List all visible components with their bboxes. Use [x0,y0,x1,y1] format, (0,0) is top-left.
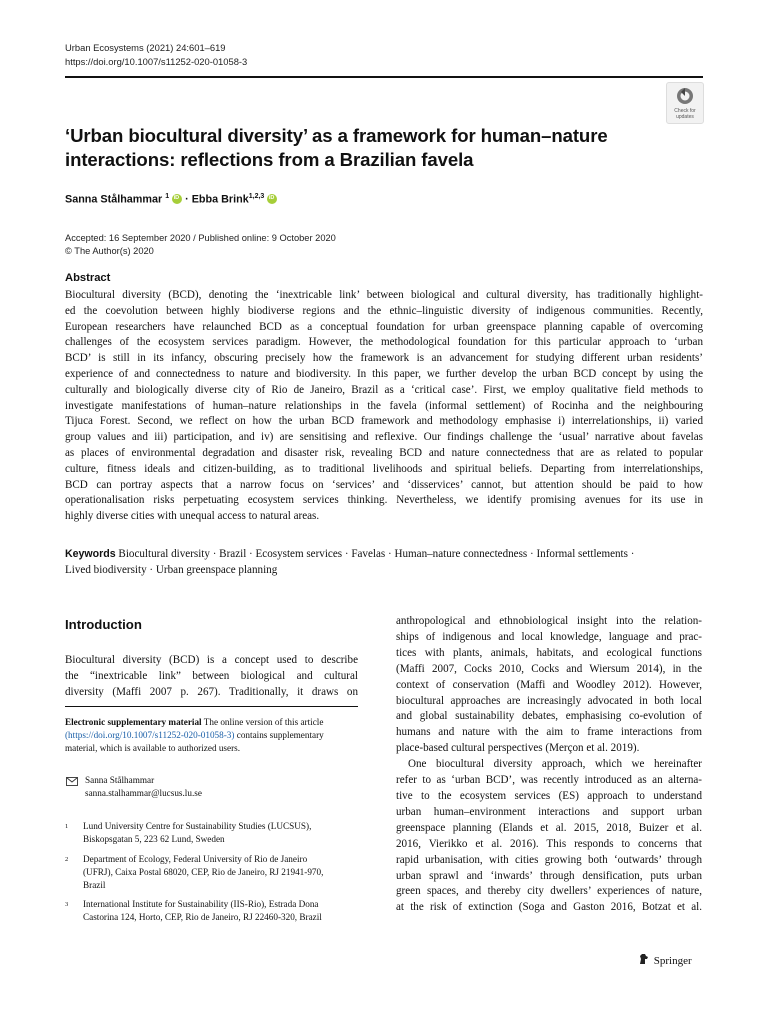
springer-horse-icon [637,952,651,966]
affiliation-line: International Institute for Sustainability (IIS-Rio), Estrada Dona [83,899,319,909]
text-line: the “inextricable link” between biological and cultural [65,669,358,682]
check-for-updates-badge[interactable] [666,82,704,124]
intro-right-text [396,614,702,916]
text-line: urban human–environment interactions and support urban [396,805,702,818]
text-line: anthropological and ethnobiological insight into the relation- [396,615,702,627]
title-line-2: interactions: reflections from a Brazilian favela [65,149,474,170]
affiliation-line: Biskopsgatan 5, 223 62 Lund, Sweden [83,834,225,844]
text-line: rapid urbanisation, with cities growing both ‘outwards’ through [396,853,702,866]
text-line: greenspace planning (Elands et al. 2015, 2018, Buizer et al. [396,821,702,834]
affiliation-number: 1 [65,823,69,830]
keywords-line-2: Lived biodiversity · Urban greenspace planning [65,564,278,576]
affiliation-line: Department of Ecology, Federal University of Rio de Janeiro [83,854,308,864]
abstract-body [65,288,703,525]
envelope-icon [66,777,78,786]
esm-text-1: The online version of this article [201,717,324,727]
text-line: highly diverse cities with unequal access to natural areas. [65,510,320,523]
intro-left-text [65,653,358,701]
contact-name: Sanna Stålhammar [85,775,155,785]
text-line: tices with plants, animals, habitats, and ecological functions [396,646,702,659]
keywords-label: Keywords [65,548,116,560]
check-for-updates-icon [667,83,703,123]
badge-line2: updates [676,114,694,120]
badge-line1: Check for [674,108,696,114]
text-line: operationalisation risks perpetuating ecosystem services thinking. Nevertheless, we identify promising avenues for its use in [65,494,703,507]
section-heading-introduction: Introduction [65,617,142,632]
affiliation-number: 2 [65,856,69,863]
author-name[interactable]: Sanna Stålhammar [65,193,163,206]
text-line: One biocultural diversity approach, which we hereinafter [408,758,702,771]
text-line: investigate manifestations of human–nature relationships in the favela (informal settlement) of Rocinha and the neighbouring [65,399,703,412]
orcid-icon[interactable] [267,194,277,204]
text-line: context of conservation (Maffi and Woodley 2012). However, [396,678,702,691]
text-line: 2016, Vierikko et al. 2016). This responds to concerns that [396,837,702,850]
text-line: green spaces, and thereby city dwellers’ experiences of nature, [396,885,702,898]
text-line: Biocultural diversity (BCD), denoting the ‘inextricable link’ between biological and cultural diversity, has traditionally highlight- [65,289,703,301]
text-line: ships of indigenous and local knowledge, language and prac- [396,630,702,643]
article-doi[interactable]: https://doi.org/10.1007/s11252-020-01058-3 [65,56,248,67]
text-line: challenges of the ecosystem services paradigm. However, the methodological foundation for this particular approach to ‘urban [65,336,703,349]
affiliation-line: (UFRJ), Caixa Postal 68020, CEP, Rio de Janeiro, RJ 21941-970, [83,867,324,877]
text-line: at the risk of extinction (Soga and Gaston 2016, Botzat et al. [396,901,702,914]
text-line: culture, fitness ideals and citizen-building, as to traditional livelihoods and spiritual beliefs. Departing from interrelationships, [65,462,703,475]
keywords [65,546,705,578]
esm-text-2: contains supplementary [234,730,324,740]
esm-link[interactable]: (https://doi.org/10.1007/s11252-020-01058-3) [65,730,235,740]
affiliation-line: Brazil [83,880,106,890]
text-line: place-based cultural perspectives (Merçon et al. 2019). [396,742,640,755]
affiliation-3 [65,898,365,924]
keywords-line-1: Biocultural diversity · Brazil · Ecosystem services · Favelas · Human–nature connectedness · Informal settlements · [118,548,635,560]
affiliation-number: 3 [65,901,69,908]
affiliation-line: Castorina 124, Horto, CEP, Rio de Janeiro, RJ 22460-320, Brazil [83,912,322,922]
text-line: Tijuca Forest. Second, we reflect on how the urban BCD framework and methodology emphasise i) interrelationships, ii) varied [65,415,703,428]
text-line: biocultural approaches are increasingly advocated in both local [396,694,702,707]
text-line: BCD can portray aspects that a narrow focus on ‘services’ and ‘disservices’ cannot, but attention should be paid to how [65,478,703,491]
esm-label: Electronic supplementary material [65,717,202,727]
abstract-heading: Abstract [65,272,111,284]
publisher-name: Springer [653,955,692,967]
orcid-icon[interactable] [172,194,182,204]
header-rule [65,76,703,78]
title-line-1: ‘Urban biocultural diversity’ as a framework for human–nature [65,125,608,146]
author-separator: · [185,193,189,206]
publisher-logo [637,952,692,967]
text-line: and global sustainability debates, emphasising co-evolution of [396,710,702,723]
esm-text-3: material, which is available to authorized users. [65,743,241,753]
text-line: humans and nature with the aim to frame interactions from [396,726,702,739]
journal-citation: Urban Ecosystems (2021) 24:601–619 [65,42,226,53]
text-line: Biocultural diversity (BCD) is a concept used to describe [65,654,358,666]
text-line: diversity (Maffi 2007 p. 267). Traditionally, it draws on [65,685,358,698]
text-line: as places of environmental degradation and disaster risk, revealing BCD and nature connectedness that are as related to popular [65,446,703,459]
affiliation-line: Lund University Centre for Sustainability Studies (LUCSUS), [83,821,312,831]
author-affiliation-ref: 1,2,3 [248,193,265,200]
article-title [65,124,608,172]
text-line: experience of and connectedness to nature and biodiversity. In this paper, we further develop the urban BCD concept by using the [65,367,703,380]
text-line: (Maffi 2007, Cocks 2010, Cocks and Wiersum 2014), in the [396,662,702,675]
copyright-line: © The Author(s) 2020 [65,246,154,256]
esm-note [65,716,358,755]
affiliation-1 [65,820,365,846]
text-line: refer to as ‘urban BCD’, was recently introduced as an alterna- [396,774,702,787]
text-line: group values and iii) participation, and iv) are sensitising and reflexive. Our findings challenge the ‘usual’ narrative about favelas [65,431,703,444]
text-line: culturally and biologically diverse city of Rio de Janeiro, Brazil as a ‘critical case’. First, we employ qualitative field methods to [65,383,703,396]
footnote-rule [65,706,358,707]
author-affiliation-ref: 1 [165,193,170,200]
author-list [65,193,277,206]
author-name[interactable]: Ebba Brink [191,193,249,206]
text-line: urban sprawl and ‘inwards’ through densification, puts urban [396,869,702,882]
text-line: tive to the ecosystem services (ES) approach to understand [396,789,702,802]
text-line: European researchers have relaunched BCD as a conceptual foundation for urban greenspace planning capable of overcoming [65,320,703,333]
text-line: ed the coevolution between highly biodiverse regions and the ethnic–linguistic diversity of indigenous communities. Recently, [65,304,703,317]
contact-email[interactable]: sanna.stalhammar@lucsus.lu.se [85,788,202,798]
publication-dates: Accepted: 16 September 2020 / Published online: 9 October 2020 [65,233,336,243]
text-line: BCD’ is still in its infancy, obscuring precisely how the framework is an advancement for studying different urban residents’ [65,352,703,365]
affiliation-2 [65,853,365,892]
